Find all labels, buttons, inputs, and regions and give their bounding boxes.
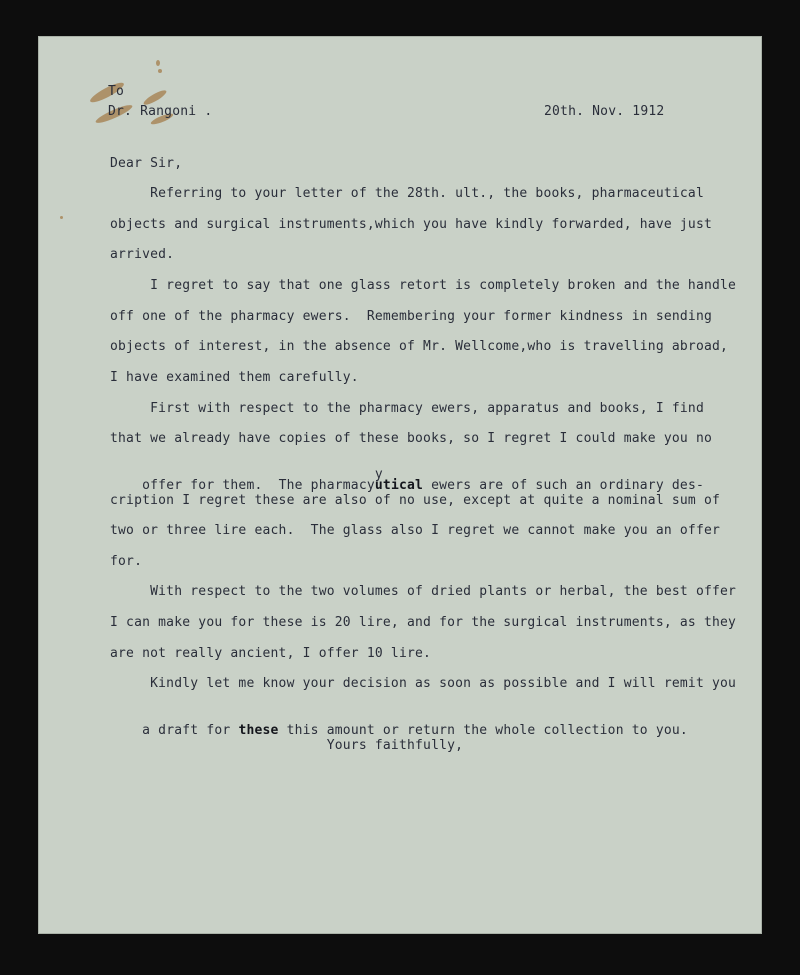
- body-line-11: cription I regret these are also of no use, except at quite a nominal sum of: [110, 493, 721, 508]
- struck-out-text: these: [238, 723, 279, 738]
- body-line-13: for.: [110, 554, 143, 569]
- rust-stain: [158, 69, 162, 73]
- body-line-17: Kindly let me know your decision as soon as possible and I will remit you: [110, 676, 737, 691]
- rust-stain: [156, 60, 160, 66]
- body-line-7: I have examined them carefully.: [110, 370, 359, 385]
- inserted-letter: y: [374, 467, 383, 482]
- body-line-9: that we already have copies of these books, so I regret I could make you no: [110, 431, 712, 446]
- body-line-14: With respect to the two volumes of dried plants or herbal, the best offer: [110, 584, 737, 599]
- line-18-start: a draft for: [142, 723, 231, 738]
- body-line-2: objects and surgical instruments,which you have kindly forwarded, have just: [110, 217, 712, 232]
- closing: Yours faithfully,: [110, 738, 464, 753]
- body-line-5: off one of the pharmacy ewers. Remembering your former kindness in sending: [110, 309, 712, 324]
- letter-date: 20th. Nov. 1912: [544, 104, 665, 119]
- body-line-4: I regret to say that one glass retort is completely broken and the handle: [110, 278, 737, 293]
- line-18-end: this amount or return the whole collection to you.: [278, 723, 688, 738]
- recipient-name: Dr. Rangoni .: [108, 104, 213, 119]
- body-line-8: First with respect to the pharmacy ewers, apparatus and books, I find: [110, 401, 704, 416]
- salutation: Dear Sir,: [110, 156, 183, 171]
- body-line-12: two or three lire each. The glass also I regret we cannot make you an offer: [110, 523, 721, 538]
- body-line-16: are not really ancient, I offer 10 lire.: [110, 646, 432, 661]
- overtyped-correction: [374, 467, 424, 493]
- rust-stain: [60, 216, 63, 219]
- body-line-6: objects of interest, in the absence of Mr. Wellcome,who is travelling abroad,: [110, 339, 729, 354]
- line-10-end: ewers are of such an ordinary des-: [423, 478, 704, 493]
- body-line-1: Referring to your letter of the 28th. ult., the books, pharmaceutical: [110, 186, 704, 201]
- letter-page: [38, 36, 762, 934]
- to-label: To: [108, 84, 125, 99]
- body-line-3: arrived.: [110, 247, 175, 262]
- body-line-15: I can make you for these is 20 lire, and for the surgical instruments, as they: [110, 615, 737, 630]
- line-10-start: offer for them. The pharmacy: [142, 478, 375, 493]
- struck-out-text: utical: [374, 478, 424, 493]
